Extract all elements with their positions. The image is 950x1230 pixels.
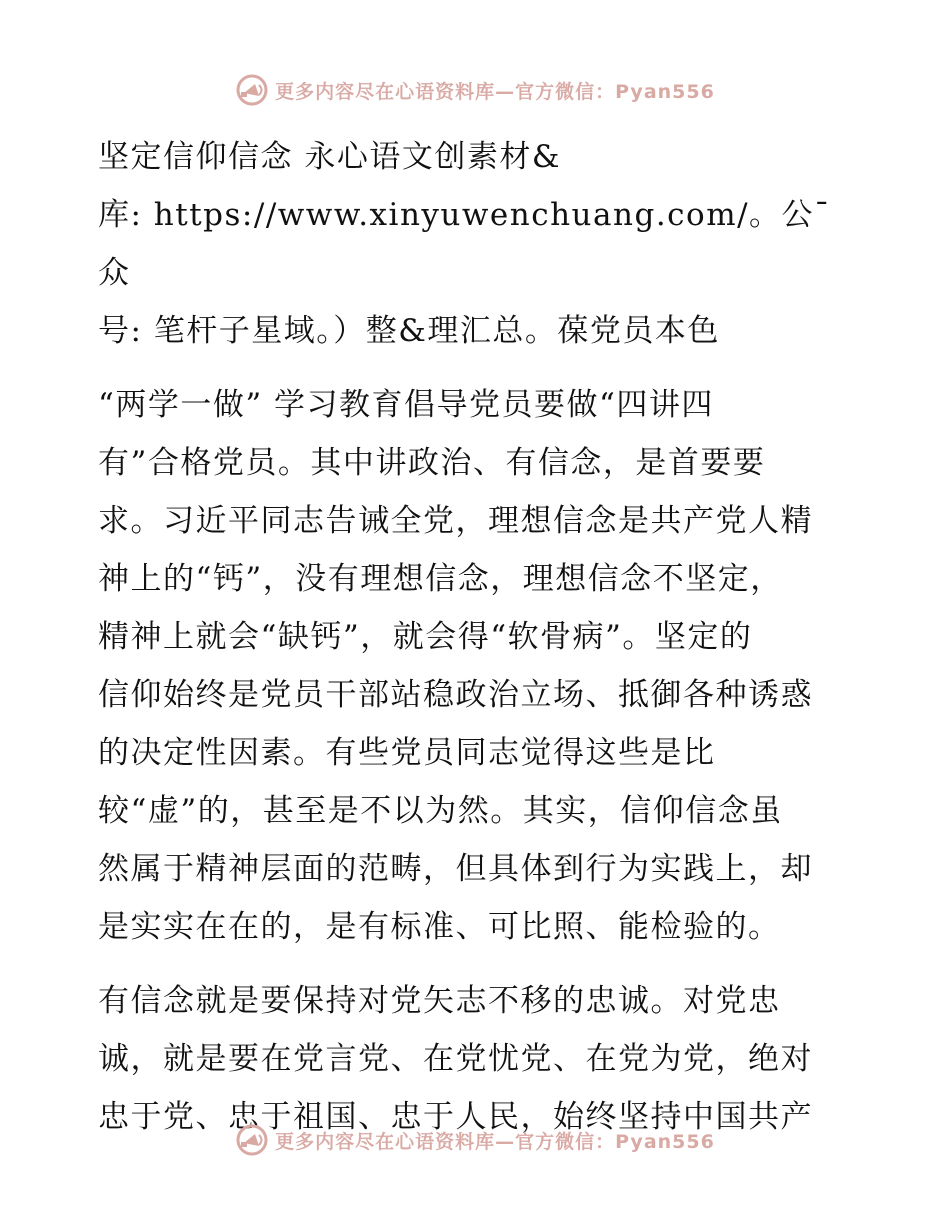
body-paragraph-1	[98, 376, 850, 956]
text-line: 库: https://www.xinyuwenchuang.com/。公¯众	[98, 197, 832, 291]
text-line: 有”合格党员。其中讲政治、有信念，是首要要	[98, 445, 766, 481]
text-line: 神上的“钙”，没有理想信念，理想信念不坚定，	[98, 561, 783, 597]
document-body	[98, 128, 850, 1146]
text-line: 精神上就会“缺钙”，就会得“软骨病”。坚定的	[98, 619, 753, 655]
megaphone-logo-icon	[235, 1123, 269, 1157]
text-line: 求。习近平同志告诫全党，理想信念是共产党人精	[98, 503, 813, 539]
footer-watermark-banner	[0, 1120, 950, 1160]
footer-watermark-text: 更多内容尽在心语资料库—官方微信：Pyan556	[275, 1130, 715, 1153]
text-line: “两学一做” 学习教育倡导党员要做“四讲四	[98, 387, 714, 423]
text-line: 的决定性因素。有些党员同志觉得这些是比	[98, 735, 716, 771]
header-watermark-text: 更多内容尽在心语资料库—官方微信：Pyan556	[275, 80, 715, 103]
text-line: 忠于党、忠于祖国、忠于人民，始终坚持中国共产	[98, 1099, 813, 1135]
text-line: 较“虚”的，甚至是不以为然。其实，信仰信念虽	[98, 793, 783, 829]
text-line: 是实实在在的，是有标准、可比照、能检验的。	[98, 909, 781, 945]
text-line: 有信念就是要保持对党矢志不移的忠诚。对党忠	[98, 983, 781, 1019]
text-line: 诚，就是要在党言党、在党忧党、在党为党，绝对	[98, 1041, 813, 1077]
text-line: 信仰始终是党员干部站稳政治立场、抵御各种诱惑	[98, 677, 813, 713]
title-paragraph	[98, 128, 850, 360]
text-line: 然属于精神层面的范畴，但具体到行为实践上，却	[98, 851, 813, 887]
megaphone-logo-icon	[235, 73, 269, 107]
text-line: 坚定信仰信念 永心语文创素材&	[98, 139, 561, 175]
text-line: 号: 笔杆子星域。）整&理汇总。葆党员本色	[98, 313, 720, 349]
header-watermark-banner	[0, 70, 950, 110]
